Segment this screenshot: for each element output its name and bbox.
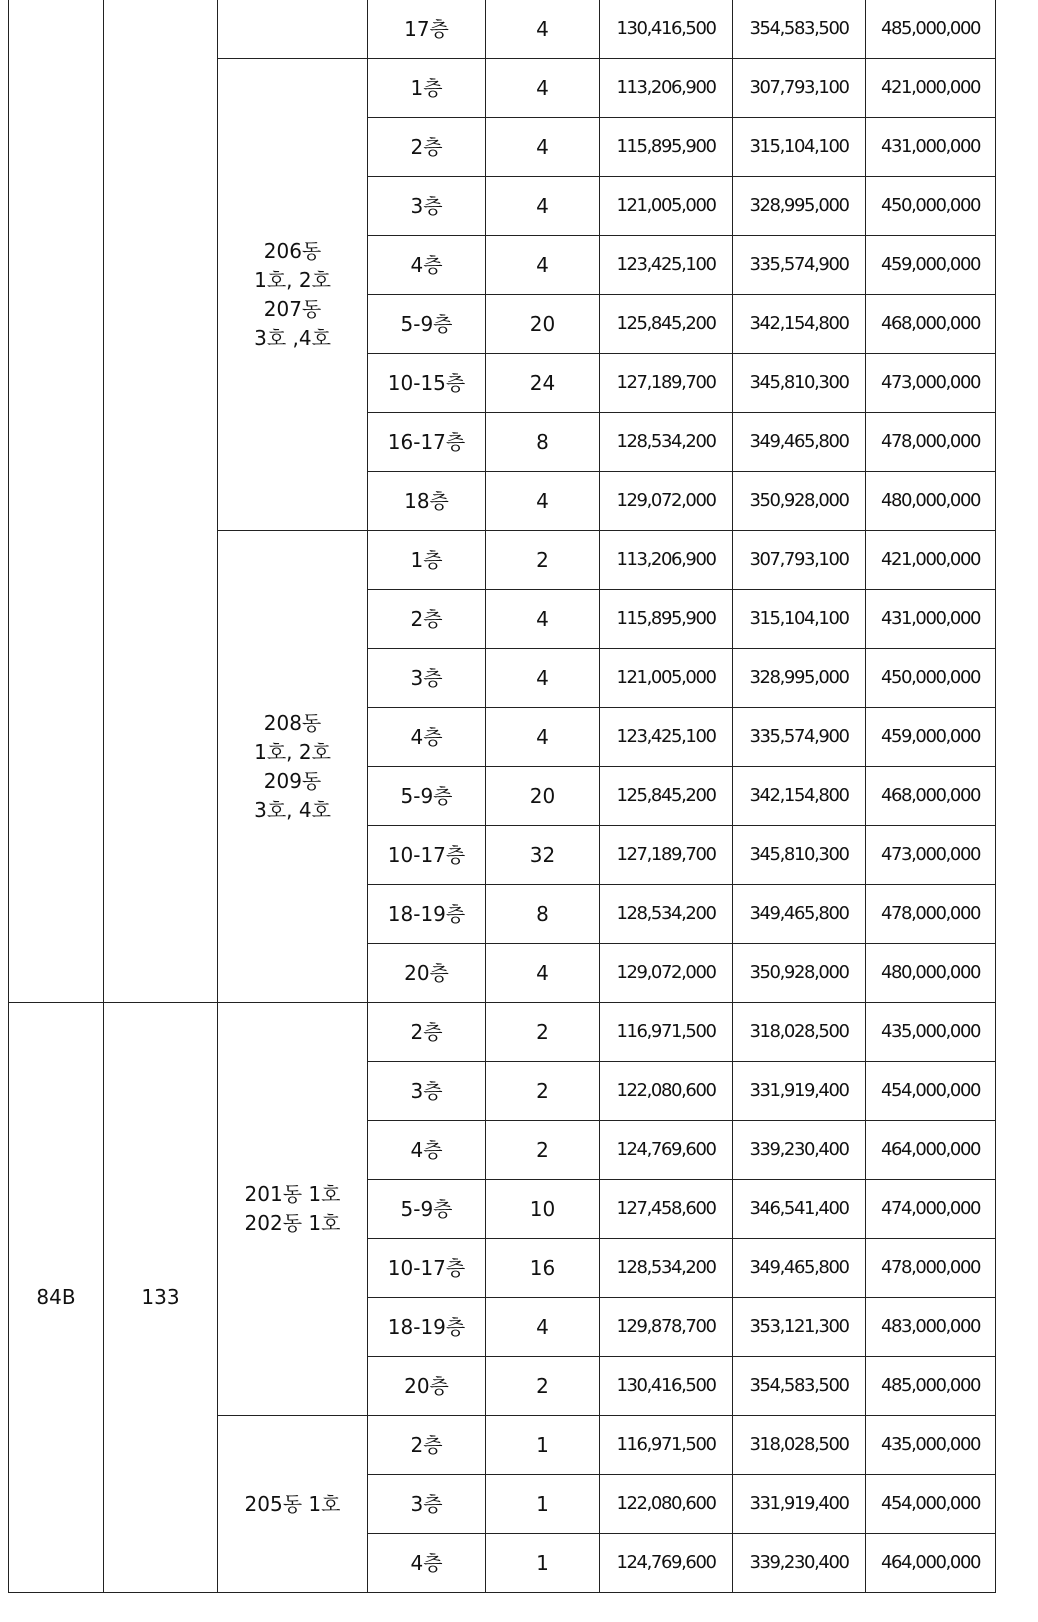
land-price-cell: 125,845,200 — [600, 767, 733, 826]
total-price-cell: 473,000,000 — [866, 826, 996, 885]
building-price-cell: 345,810,300 — [733, 354, 866, 413]
total-price-cell: 421,000,000 — [866, 59, 996, 118]
total-price-cell: 450,000,000 — [866, 177, 996, 236]
floor-cell: 20층 — [368, 1357, 486, 1416]
floor-cell: 17층 — [368, 0, 486, 59]
building-price-cell: 335,574,900 — [733, 236, 866, 295]
total-price-cell: 473,000,000 — [866, 354, 996, 413]
building-price-cell: 342,154,800 — [733, 767, 866, 826]
total-price-cell: 450,000,000 — [866, 649, 996, 708]
building-price-cell: 335,574,900 — [733, 708, 866, 767]
total-price-cell: 468,000,000 — [866, 295, 996, 354]
floor-cell: 5-9층 — [368, 767, 486, 826]
total-price-cell: 431,000,000 — [866, 590, 996, 649]
count-cell: 8 — [486, 413, 600, 472]
land-price-cell: 115,895,900 — [600, 118, 733, 177]
table-row — [9, 0, 996, 59]
floor-cell: 16-17층 — [368, 413, 486, 472]
count-cell: 1 — [486, 1416, 600, 1475]
count-cell: 2 — [486, 1062, 600, 1121]
land-price-cell: 128,534,200 — [600, 413, 733, 472]
building-unit-cell: 208동 1호, 2호 209동 3호, 4호 — [218, 531, 368, 1003]
floor-cell: 18층 — [368, 472, 486, 531]
building-price-cell: 331,919,400 — [733, 1062, 866, 1121]
land-price-cell: 130,416,500 — [600, 1357, 733, 1416]
total-price-cell: 431,000,000 — [866, 118, 996, 177]
count-cell: 4 — [486, 59, 600, 118]
total-price-cell: 485,000,000 — [866, 0, 996, 59]
count-cell: 10 — [486, 1180, 600, 1239]
building-price-cell: 345,810,300 — [733, 826, 866, 885]
building-unit-cell: 205동 1호 — [218, 1416, 368, 1593]
building-price-cell: 339,230,400 — [733, 1534, 866, 1593]
unit-total-cell: 133 — [104, 1003, 218, 1593]
building-price-cell: 342,154,800 — [733, 295, 866, 354]
building-price-cell: 318,028,500 — [733, 1416, 866, 1475]
floor-cell: 4층 — [368, 1121, 486, 1180]
floor-cell: 10-17층 — [368, 826, 486, 885]
price-table-body — [9, 0, 996, 1593]
floor-cell: 3층 — [368, 1475, 486, 1534]
building-price-cell: 346,541,400 — [733, 1180, 866, 1239]
count-cell: 20 — [486, 767, 600, 826]
floor-cell: 2층 — [368, 118, 486, 177]
count-cell: 4 — [486, 590, 600, 649]
building-price-cell: 349,465,800 — [733, 413, 866, 472]
total-price-cell: 454,000,000 — [866, 1062, 996, 1121]
count-cell: 20 — [486, 295, 600, 354]
floor-cell: 1층 — [368, 531, 486, 590]
housing-type-cell — [9, 0, 104, 1003]
count-cell: 24 — [486, 354, 600, 413]
land-price-cell: 124,769,600 — [600, 1534, 733, 1593]
land-price-cell: 128,534,200 — [600, 885, 733, 944]
floor-cell: 2층 — [368, 1003, 486, 1062]
building-price-cell: 307,793,100 — [733, 531, 866, 590]
floor-cell: 5-9층 — [368, 1180, 486, 1239]
floor-cell: 5-9층 — [368, 295, 486, 354]
count-cell: 2 — [486, 531, 600, 590]
floor-cell: 2층 — [368, 1416, 486, 1475]
land-price-cell: 122,080,600 — [600, 1475, 733, 1534]
total-price-cell: 459,000,000 — [866, 708, 996, 767]
count-cell: 4 — [486, 236, 600, 295]
land-price-cell: 123,425,100 — [600, 708, 733, 767]
floor-cell: 4층 — [368, 708, 486, 767]
floor-cell: 3층 — [368, 649, 486, 708]
building-price-cell: 350,928,000 — [733, 944, 866, 1003]
building-price-cell: 328,995,000 — [733, 649, 866, 708]
total-price-cell: 421,000,000 — [866, 531, 996, 590]
building-unit-cell: 206동 1호, 2호 207동 3호 ,4호 — [218, 59, 368, 531]
count-cell: 1 — [486, 1475, 600, 1534]
land-price-cell: 127,458,600 — [600, 1180, 733, 1239]
building-price-cell: 315,104,100 — [733, 118, 866, 177]
count-cell: 4 — [486, 472, 600, 531]
floor-cell: 18-19층 — [368, 885, 486, 944]
land-price-cell: 127,189,700 — [600, 354, 733, 413]
count-cell: 2 — [486, 1121, 600, 1180]
total-price-cell: 459,000,000 — [866, 236, 996, 295]
total-price-cell: 478,000,000 — [866, 885, 996, 944]
count-cell: 4 — [486, 708, 600, 767]
land-price-cell: 113,206,900 — [600, 531, 733, 590]
floor-cell: 2층 — [368, 590, 486, 649]
land-price-cell: 129,072,000 — [600, 472, 733, 531]
land-price-cell: 129,072,000 — [600, 944, 733, 1003]
floor-cell: 18-19층 — [368, 1298, 486, 1357]
floor-cell: 3층 — [368, 1062, 486, 1121]
land-price-cell: 125,845,200 — [600, 295, 733, 354]
total-price-cell: 435,000,000 — [866, 1003, 996, 1062]
floor-cell: 3층 — [368, 177, 486, 236]
land-price-cell: 113,206,900 — [600, 59, 733, 118]
floor-cell: 20층 — [368, 944, 486, 1003]
total-price-cell: 464,000,000 — [866, 1121, 996, 1180]
total-price-cell: 435,000,000 — [866, 1416, 996, 1475]
building-unit-cell: 201동 1호 202동 1호 — [218, 1003, 368, 1416]
floor-cell: 10-17층 — [368, 1239, 486, 1298]
building-price-cell: 328,995,000 — [733, 177, 866, 236]
land-price-cell: 116,971,500 — [600, 1003, 733, 1062]
count-cell: 2 — [486, 1003, 600, 1062]
land-price-cell: 129,878,700 — [600, 1298, 733, 1357]
total-price-cell: 480,000,000 — [866, 472, 996, 531]
land-price-cell: 116,971,500 — [600, 1416, 733, 1475]
total-price-cell: 478,000,000 — [866, 413, 996, 472]
count-cell: 4 — [486, 118, 600, 177]
building-price-cell: 331,919,400 — [733, 1475, 866, 1534]
land-price-cell: 121,005,000 — [600, 177, 733, 236]
building-price-cell: 354,583,500 — [733, 0, 866, 59]
land-price-cell: 127,189,700 — [600, 826, 733, 885]
count-cell: 8 — [486, 885, 600, 944]
building-price-cell: 315,104,100 — [733, 590, 866, 649]
total-price-cell: 464,000,000 — [866, 1534, 996, 1593]
table-row — [9, 1003, 996, 1062]
count-cell: 4 — [486, 649, 600, 708]
floor-cell: 4층 — [368, 1534, 486, 1593]
building-price-cell: 307,793,100 — [733, 59, 866, 118]
floor-cell: 4층 — [368, 236, 486, 295]
total-price-cell: 454,000,000 — [866, 1475, 996, 1534]
floor-cell: 10-15층 — [368, 354, 486, 413]
count-cell: 32 — [486, 826, 600, 885]
count-cell: 1 — [486, 1534, 600, 1593]
land-price-cell: 122,080,600 — [600, 1062, 733, 1121]
building-price-cell: 350,928,000 — [733, 472, 866, 531]
count-cell: 4 — [486, 1298, 600, 1357]
building-price-cell: 318,028,500 — [733, 1003, 866, 1062]
building-price-cell: 349,465,800 — [733, 885, 866, 944]
count-cell: 4 — [486, 944, 600, 1003]
building-price-cell: 354,583,500 — [733, 1357, 866, 1416]
price-table — [8, 0, 996, 1593]
land-price-cell: 128,534,200 — [600, 1239, 733, 1298]
total-price-cell: 478,000,000 — [866, 1239, 996, 1298]
total-price-cell: 483,000,000 — [866, 1298, 996, 1357]
building-price-cell: 349,465,800 — [733, 1239, 866, 1298]
total-price-cell: 474,000,000 — [866, 1180, 996, 1239]
land-price-cell: 115,895,900 — [600, 590, 733, 649]
count-cell: 4 — [486, 177, 600, 236]
floor-cell: 1층 — [368, 59, 486, 118]
land-price-cell: 130,416,500 — [600, 0, 733, 59]
count-cell: 4 — [486, 0, 600, 59]
total-price-cell: 480,000,000 — [866, 944, 996, 1003]
building-price-cell: 339,230,400 — [733, 1121, 866, 1180]
building-unit-cell — [218, 0, 368, 59]
unit-total-cell — [104, 0, 218, 1003]
building-price-cell: 353,121,300 — [733, 1298, 866, 1357]
land-price-cell: 124,769,600 — [600, 1121, 733, 1180]
count-cell: 16 — [486, 1239, 600, 1298]
land-price-cell: 123,425,100 — [600, 236, 733, 295]
land-price-cell: 121,005,000 — [600, 649, 733, 708]
total-price-cell: 468,000,000 — [866, 767, 996, 826]
count-cell: 2 — [486, 1357, 600, 1416]
total-price-cell: 485,000,000 — [866, 1357, 996, 1416]
housing-type-cell: 84B — [9, 1003, 104, 1593]
